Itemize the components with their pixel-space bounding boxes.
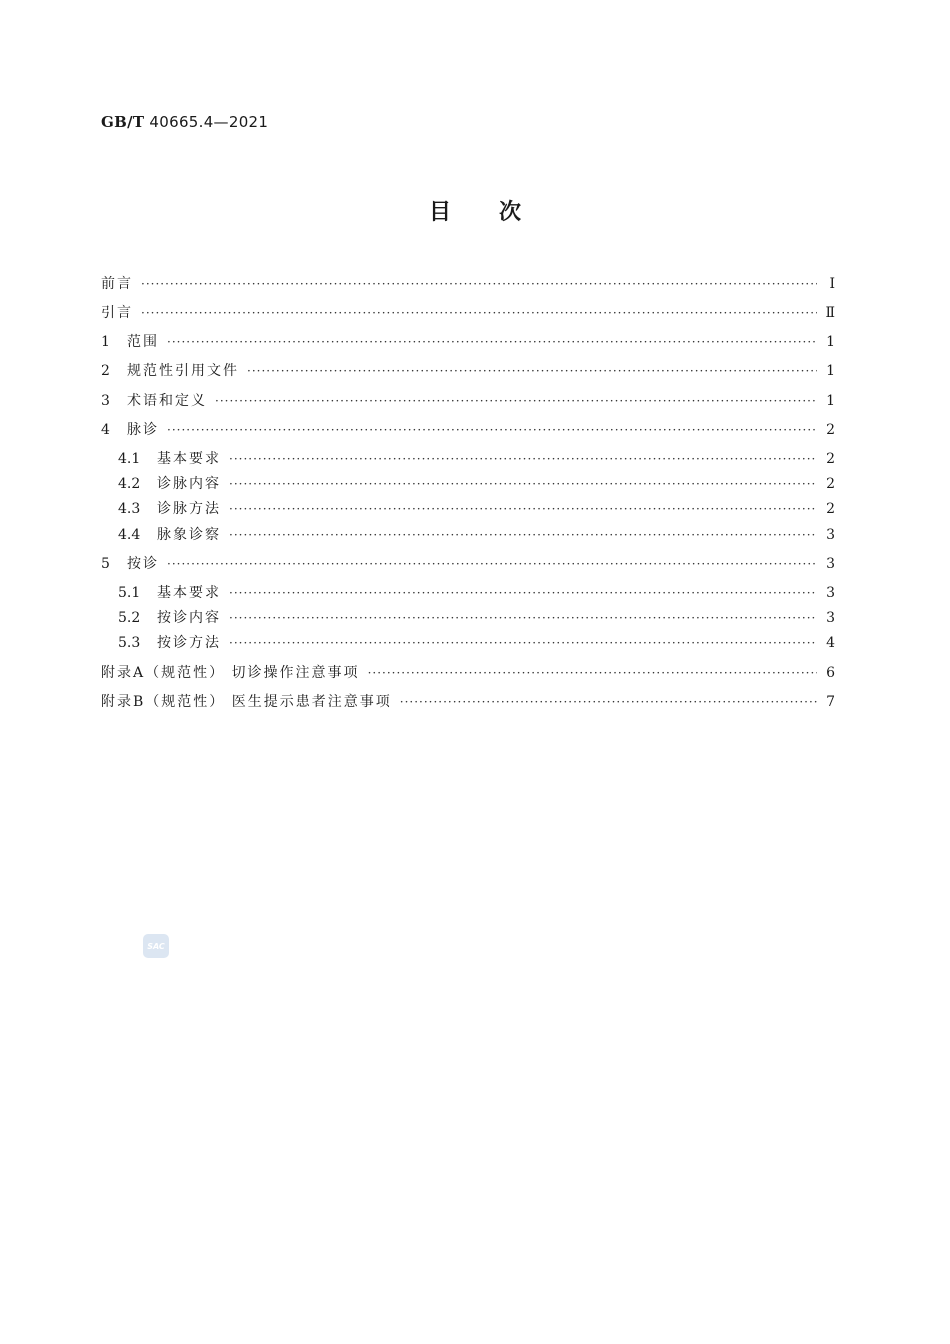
toc-entry-4[interactable] — [101, 418, 835, 442]
toc-entry-label: 附录A（规范性） 切诊操作注意事项 — [101, 665, 360, 681]
toc-entry-label: 范围 — [127, 334, 159, 350]
toc-entry-label: 按诊内容 — [157, 610, 221, 626]
toc-entry-label: 基本要求 — [157, 451, 221, 467]
toc-entry-4-1[interactable] — [118, 447, 835, 471]
toc-entry-label: 前言 — [101, 276, 133, 292]
toc-entry-introduction[interactable] — [101, 301, 835, 325]
toc-entry-page: 1 — [826, 393, 835, 409]
toc-leader-dots — [247, 359, 817, 383]
toc-entry-number: 4.4 — [118, 527, 141, 543]
toc-entry-appendix-a[interactable] — [101, 661, 835, 685]
toc-entry-page: 1 — [826, 334, 835, 350]
toc-entry-5-3[interactable] — [118, 631, 835, 655]
toc-entry-2[interactable] — [101, 359, 835, 383]
standard-code — [101, 113, 268, 131]
toc-entry-label: 规范性引用文件 — [127, 363, 239, 379]
toc-entry-page: 4 — [826, 635, 835, 651]
toc-entry-page: 2 — [826, 501, 835, 517]
toc-entry-number: 4.1 — [118, 451, 141, 467]
toc-entry-number: 4 — [101, 422, 110, 438]
toc-entry-page: 7 — [826, 694, 835, 710]
toc-entry-3[interactable] — [101, 389, 835, 413]
toc-entry-page: 6 — [826, 665, 835, 681]
toc-entry-page: Ⅰ — [829, 276, 835, 292]
sac-watermark-logo — [143, 934, 169, 958]
page-title: 目次 — [428, 200, 569, 225]
toc-entry-page: 1 — [826, 363, 835, 379]
toc-leader-dots — [229, 631, 817, 655]
toc-entry-number: 4.3 — [118, 501, 141, 517]
toc-leader-dots — [215, 389, 817, 413]
toc-entry-label: 按诊 — [127, 556, 159, 572]
toc-leader-dots — [167, 552, 817, 576]
toc-leader-dots — [229, 581, 817, 605]
toc-leader-dots — [368, 661, 817, 685]
watermark-text: SAC — [147, 941, 165, 951]
toc-entry-label: 附录B（规范性） 医生提示患者注意事项 — [101, 694, 392, 710]
toc-entry-number: 5.2 — [118, 610, 141, 626]
toc-leader-dots — [141, 272, 817, 296]
toc-entry-number: 4.2 — [118, 476, 141, 492]
toc-entry-label: 诊脉方法 — [157, 501, 221, 517]
toc-entry-label: 基本要求 — [157, 585, 221, 601]
toc-leader-dots — [229, 523, 817, 547]
toc-entry-label: 脉诊 — [127, 422, 159, 438]
toc-leader-dots — [400, 690, 817, 714]
toc-entry-page: 3 — [826, 556, 835, 572]
standard-prefix: GB/T — [101, 113, 145, 131]
toc-entry-4-4[interactable] — [118, 523, 835, 547]
toc-entry-4-3[interactable] — [118, 497, 835, 521]
toc-leader-dots — [229, 497, 817, 521]
toc-entry-appendix-b[interactable] — [101, 690, 835, 714]
toc-entry-5[interactable] — [101, 552, 835, 576]
toc-entry-label: 按诊方法 — [157, 635, 221, 651]
toc-entry-label: 脉象诊察 — [157, 527, 221, 543]
toc-entry-page: 3 — [826, 585, 835, 601]
toc-entry-1[interactable] — [101, 330, 835, 354]
toc-entry-number: 2 — [101, 363, 110, 379]
toc-entry-page: 2 — [826, 451, 835, 467]
toc-entry-label: 术语和定义 — [127, 393, 207, 409]
toc-entry-page: 3 — [826, 527, 835, 543]
toc-entry-4-2[interactable] — [118, 472, 835, 496]
toc-leader-dots — [229, 472, 817, 496]
toc-entry-number: 3 — [101, 393, 110, 409]
toc-entry-number: 5.3 — [118, 635, 141, 651]
toc-entry-number: 5.1 — [118, 585, 141, 601]
toc-leader-dots — [167, 330, 817, 354]
toc-entry-number: 5 — [101, 556, 110, 572]
toc-entry-number: 1 — [101, 334, 110, 350]
toc-entry-foreword[interactable] — [101, 272, 835, 296]
toc-leader-dots — [229, 447, 817, 471]
toc-leader-dots — [229, 606, 817, 630]
toc-entry-page: Ⅱ — [825, 305, 835, 321]
standard-number: 40665.4—2021 — [149, 113, 269, 131]
toc-entry-label: 引言 — [101, 305, 133, 321]
toc-leader-dots — [141, 301, 817, 325]
toc-entry-label: 诊脉内容 — [157, 476, 221, 492]
toc-leader-dots — [167, 418, 817, 442]
toc-entry-5-1[interactable] — [118, 581, 835, 605]
toc-entry-page: 2 — [826, 476, 835, 492]
toc-entry-5-2[interactable] — [118, 606, 835, 630]
toc-entry-page: 3 — [826, 610, 835, 626]
toc-entry-page: 2 — [826, 422, 835, 438]
